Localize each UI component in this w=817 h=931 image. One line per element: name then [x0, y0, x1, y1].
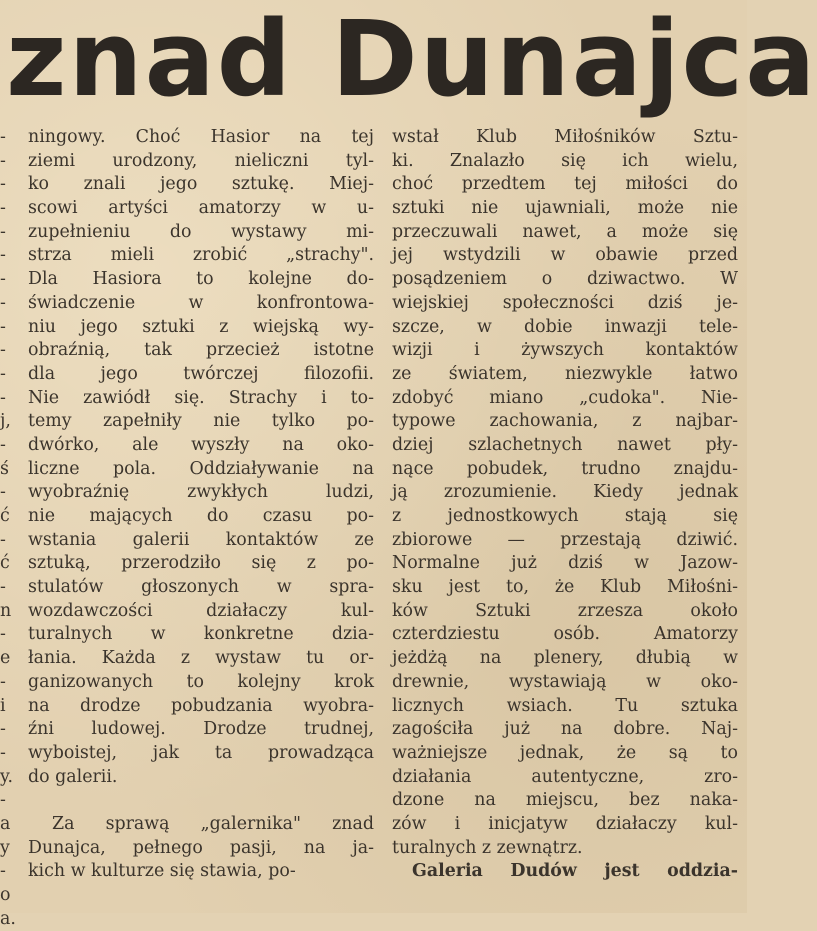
text-line: turalnych w konkretne dzia- [28, 624, 374, 645]
text-line: - [0, 363, 6, 384]
text-line: - [0, 127, 6, 147]
text-line: ko znali jego sztukę. Miej- [28, 174, 374, 195]
text-line: wiejskiej społeczności dziś je- [392, 292, 738, 313]
text-line: - [0, 174, 6, 195]
text-line: ningowy. Choć Hasior na tej [28, 127, 374, 147]
text-line: - [0, 577, 6, 598]
text-line: zbiorowe — przestają dziwić. [392, 529, 738, 550]
text-line: liczne pola. Oddziaływanie na [28, 458, 374, 479]
text-line: sku jest to, że Klub Miłośni- [392, 577, 738, 598]
text-line: źni ludowej. Drodze trudnej, [28, 719, 374, 740]
text-line: a [0, 813, 11, 834]
text-line: licznych wsiach. Tu sztuka [392, 695, 738, 716]
text-line: stulatów głoszonych w spra- [28, 577, 374, 598]
text-line: obraźnią, tak przecież istotne [28, 340, 374, 361]
text-line: Dunajca, pełnego pasji, na ja- [28, 837, 374, 858]
text-line: - [0, 292, 6, 313]
text-line: Dla Hasiora to kolejne do- [28, 269, 374, 290]
text-line: działania autentyczne, zro- [392, 766, 738, 787]
text-line: dzone na miejscu, bez naka- [392, 790, 738, 811]
text-line: Nie zawiódł się. Strachy i to- [28, 387, 374, 408]
text-line: - [0, 198, 6, 219]
text-line [28, 789, 374, 813]
text-line: - [0, 434, 6, 455]
text-line: dwórko, ale wyszły na oko- [28, 434, 374, 455]
text-line: zagościła już na dobre. Naj- [392, 719, 738, 740]
text-line: temy zapełniły nie tylko po- [28, 411, 374, 432]
text-line: - [0, 719, 6, 740]
text-line: i [0, 695, 6, 716]
text-line: - [0, 221, 6, 242]
text-line: nące pobudek, trudno znajdu- [392, 458, 738, 479]
left-column-fragments [0, 126, 14, 931]
text-line: y. [0, 766, 14, 787]
text-line: wstał Klub Miłośników Sztu- [392, 127, 738, 147]
text-line: scowi artyści amatorzy w u- [28, 198, 374, 219]
text-line: kich w kulturze się stawia, po- [28, 861, 296, 882]
text-line: o [0, 885, 11, 905]
text-line: strza mieli zrobić „strachy". [28, 245, 374, 266]
text-line: nie mających do czasu po- [28, 506, 374, 526]
text-line: jeżdżą na plenery, dłubią w [392, 648, 738, 669]
text-line: dla jego twórczej filozofii. [28, 363, 374, 384]
text-line: wstania galerii kontaktów ze [28, 529, 374, 550]
text-line: - [0, 245, 6, 266]
text-line: - [0, 340, 6, 361]
text-line: sztuką, przerodziło się z po- [28, 553, 374, 574]
text-line: - [0, 624, 6, 645]
text-line: - [0, 742, 6, 763]
text-line: a. [0, 908, 16, 929]
text-line: wyboistej, jak ta prowadząca [28, 742, 374, 763]
text-line: - [0, 529, 6, 550]
text-line: - [0, 150, 6, 171]
text-line: Normalne już dziś w Jazow- [392, 553, 738, 574]
text-line: do galerii. [28, 766, 118, 787]
text-line: - [0, 861, 6, 882]
text-line: Za sprawą „galernika" znad [52, 813, 374, 834]
text-line: e [0, 648, 11, 669]
text-line: niu jego sztuki z wiejską wy- [28, 316, 374, 337]
text-line: szcze, w dobie inwazji tele- [392, 316, 738, 337]
text-line: Galeria Dudów jest oddzia- [412, 861, 738, 882]
text-line: - [0, 387, 6, 408]
text-line: - [0, 671, 6, 692]
text-line: ważniejsze jednak, że są to [392, 742, 738, 763]
text-line: świadczenie w konfrontowa- [28, 292, 374, 313]
text-line: jej wstydzili w obawie przed [392, 245, 738, 266]
text-line: wyobraźnię zwykłych ludzi, [28, 482, 374, 503]
text-line: na drodze pobudzania wyobra- [28, 695, 374, 716]
text-line: typowe zachowania, z najbar- [392, 411, 738, 432]
text-line: j, [0, 411, 11, 432]
text-line: wizji i żywszych kontaktów [392, 340, 738, 361]
text-line: zów i inicjatyw działaczy kul- [392, 813, 738, 834]
text-line: łania. Każda z wystaw tu or- [28, 648, 374, 669]
text-line: n [0, 600, 12, 621]
text-line: zdobyć miano „cudoka". Nie- [392, 387, 738, 408]
text-line: - [0, 269, 6, 290]
text-line: sztuki nie ujawniali, może nie [392, 198, 738, 219]
middle-column [28, 126, 374, 884]
text-line: czterdziestu osób. Amatorzy [392, 624, 738, 645]
text-line: wozdawczości działaczy kul- [28, 600, 374, 621]
text-line: choć przedtem tej miłości do [392, 174, 738, 195]
text-line: turalnych z zewnątrz. [392, 837, 583, 858]
right-column [392, 126, 738, 884]
text-line: ziemi urodzony, nieliczni tyl- [28, 150, 374, 171]
text-line: ze światem, niezwykle łatwo [392, 363, 738, 384]
text-line: przeczuwali nawet, a może się [392, 221, 738, 242]
text-line: ć [0, 506, 10, 526]
text-line: ją zrozumienie. Kiedy jednak [392, 482, 738, 503]
text-line: ć [0, 553, 10, 574]
text-line: drewnie, wystawiają w oko- [392, 671, 738, 692]
text-line: - [0, 482, 6, 503]
text-line: - [0, 316, 6, 337]
text-line: ś [0, 458, 9, 479]
headline: znad Dunajca [6, 0, 817, 120]
text-line: posądzeniem o dziwactwo. W [392, 269, 738, 290]
text-line: ków Sztuki zrzesza około [392, 600, 738, 621]
text-line: dziej szlachetnych nawet pły- [392, 434, 738, 455]
text-line: ganizowanych to kolejny krok [28, 671, 374, 692]
text-line: - [0, 790, 6, 811]
text-line: ki. Znalazło się ich wielu, [392, 150, 738, 171]
text-line: z jednostkowych stają się [392, 506, 738, 526]
text-line: y [0, 837, 10, 858]
text-line: zupełnieniu do wystawy mi- [28, 221, 374, 242]
